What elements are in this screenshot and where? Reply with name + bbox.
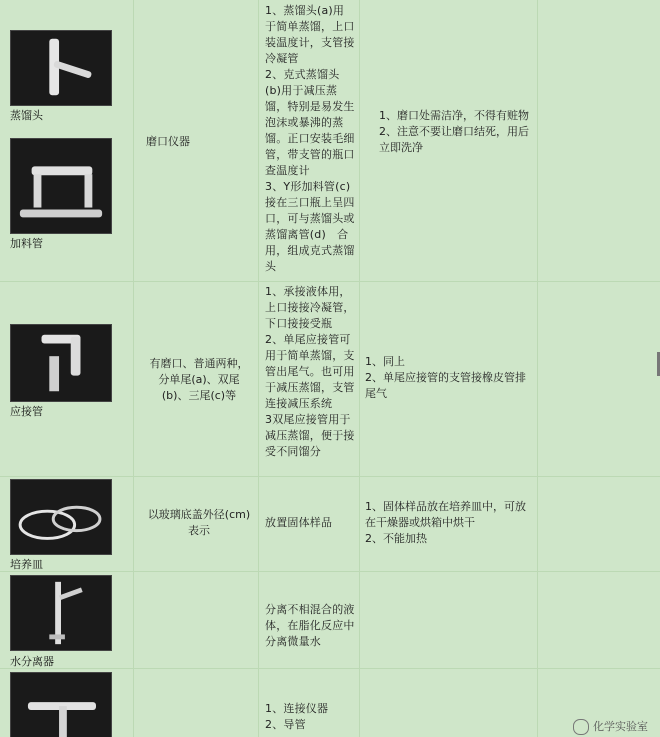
extra-cell [538, 282, 660, 476]
note-cell [360, 282, 538, 476]
use-cell [259, 669, 360, 737]
t-tube-photo [10, 672, 112, 737]
table-row [0, 572, 660, 669]
water-separator-photo [10, 575, 112, 651]
extra-cell [538, 0, 660, 281]
note-cell [360, 477, 538, 571]
spec-cell [134, 669, 259, 737]
spec-text: 以玻璃底盖外径(cm)表示 [147, 508, 251, 537]
use-cell [259, 0, 360, 281]
table-row [0, 477, 660, 572]
extra-cell [538, 669, 660, 737]
item-cell [0, 282, 134, 476]
note-text: 1、同上 2、单尾应接管的支管接橡皮管排尾气 [365, 355, 526, 400]
table-row [0, 669, 660, 737]
use-cell [259, 477, 360, 571]
note-text: 1、磨口处需洁净，不得有赃物 2、注意不要让磨口结死，用后立即洗净 [379, 109, 529, 154]
item-name: 蒸馏头 [10, 109, 43, 122]
spec-cell [134, 572, 259, 668]
use-text: 1、连接仪器 2、导管 [265, 702, 329, 731]
note-cell [360, 0, 538, 281]
note-cell [360, 572, 538, 668]
item-name: 加料管 [10, 237, 43, 250]
petri-dish-photo [10, 479, 112, 555]
extra-cell [538, 477, 660, 571]
extra-cell [538, 572, 660, 668]
use-text: 放置固体样品 [265, 516, 333, 529]
item-name: 应接管 [10, 405, 43, 418]
item-cell [0, 669, 134, 737]
watermark-text: 化学实验室 [593, 720, 648, 733]
watermark [573, 718, 648, 735]
use-cell [259, 282, 360, 476]
table-row [0, 282, 660, 477]
addition-tube-photo [10, 138, 112, 234]
use-cell [259, 572, 360, 668]
use-text: 1、蒸馏头(a)用于简单蒸馏，上口装温度计，支管接冷凝管 2、克式蒸馏头(b)用于减压蒸馏，特别是易发生泡沫或暴沸的蒸馏。正口安装毛细管，带支管的瓶口查温度计 3、Y形加料管(c)接在三口瓶上呈四口，可与蒸馏头或蒸馏离管(d) 合用，组成克式蒸馏头 [265, 4, 355, 273]
item-name: 水分离器 [10, 655, 54, 668]
spec-cell [134, 282, 259, 476]
note-text: 1、固体样品放在培养皿中，可放在干燥器或烘箱中烘干 2、不能加热 [365, 500, 526, 545]
item-name: 培养皿 [10, 558, 43, 571]
use-text: 分离不相混合的液体，在脂化反应中分离微量水 [265, 603, 355, 648]
receiver-adapter-photo [10, 324, 112, 402]
spec-cell [134, 0, 259, 281]
table-row [0, 0, 660, 282]
item-cell [0, 0, 134, 281]
spec-cell [134, 477, 259, 571]
item-cell [0, 572, 134, 668]
wechat-icon [573, 719, 589, 735]
item-cell [0, 477, 134, 571]
spec-text: 磨口仪器 [146, 135, 190, 148]
spec-text: 有磨口、普通两种，分单尾(a)、双尾(b)、三尾(c)等 [149, 357, 249, 402]
distillation-head-photo [10, 30, 112, 106]
use-text: 1、承接液体用，上口接接冷凝管，下口接接受瓶 2、单尾应接管可用于简单蒸馏，支管出尾气。也可用于减压蒸馏，支管连接减压系统 3双尾应接管用于减压蒸馏，便于接受不同馏分 [265, 285, 355, 458]
note-cell [360, 669, 538, 737]
